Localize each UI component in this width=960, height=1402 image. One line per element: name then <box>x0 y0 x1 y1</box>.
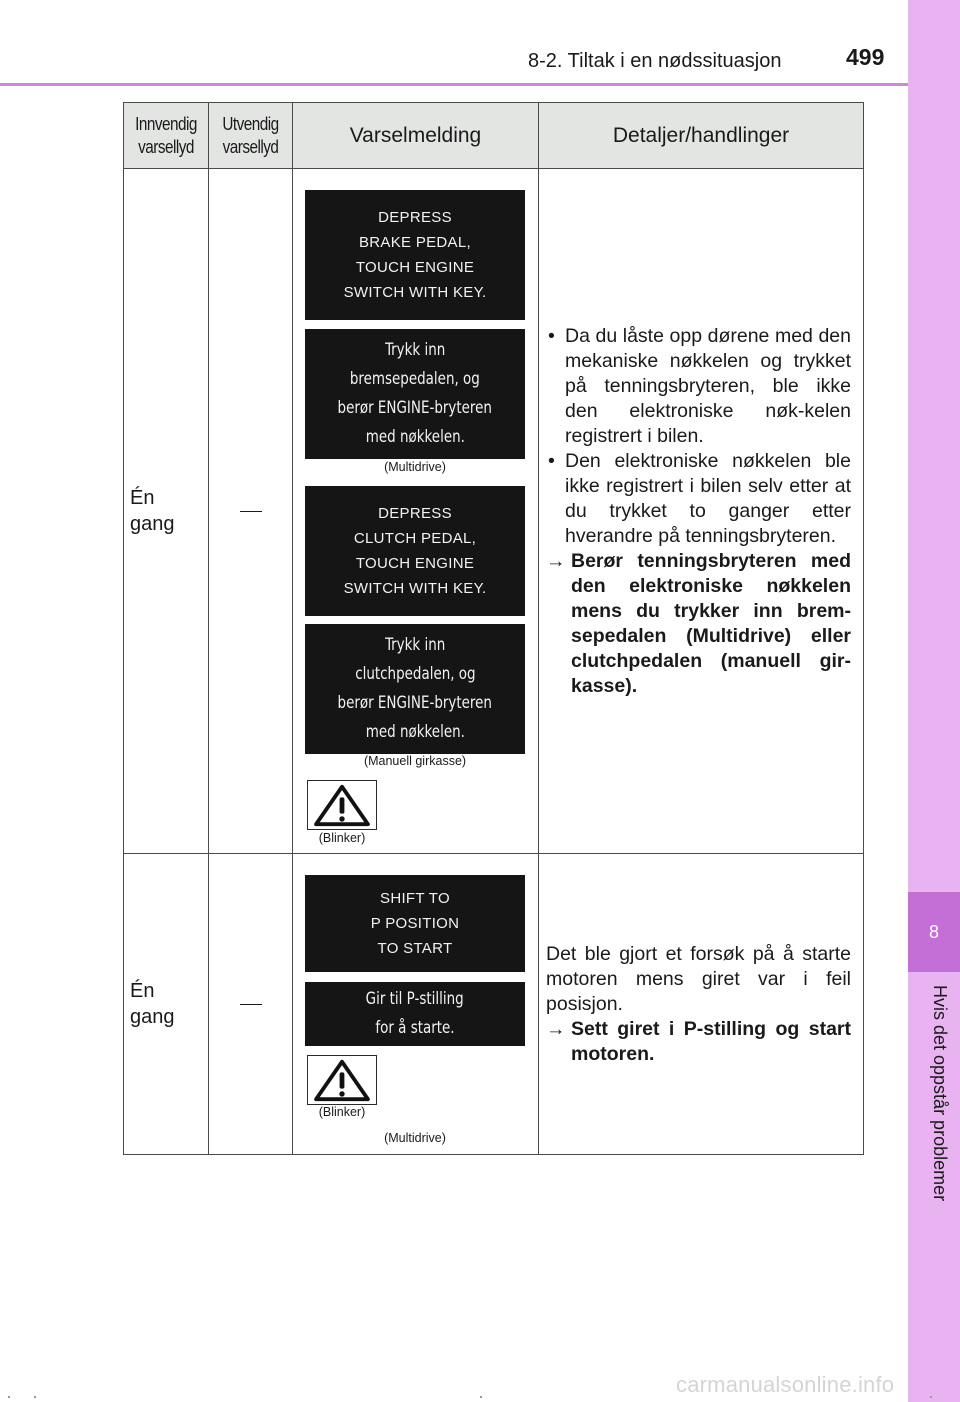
details-bullets <box>546 324 851 549</box>
caption-blinker: (Blinker) <box>318 831 366 845</box>
section-title: 8-2. Tiltak i en nødssituasjon <box>528 50 782 72</box>
outer-sound-cell <box>209 169 293 854</box>
details-cell <box>539 169 864 854</box>
outer-sound-cell <box>209 854 293 1155</box>
display-screen-en-brake: DEPRESS BRAKE PEDAL, TOUCH ENGINE SWITCH WITH KEY. <box>305 190 525 320</box>
display-screen-en-clutch: DEPRESS CLUTCH PEDAL, TOUCH ENGINE SWITCH WITH KEY. <box>305 486 525 616</box>
action-instruction: → Berør tenningsbryteren med den elektroniske nøkkelen mens du trykker inn brem-sepedalen (Multidrive) eller clutchpedalen (manuell gir-kasse). <box>546 549 851 697</box>
caption-multidrive: (Multidrive) <box>384 460 446 474</box>
header-divider <box>0 83 908 86</box>
table-row <box>124 169 864 854</box>
inner-sound-cell: Én gang <box>124 169 209 854</box>
dash-mark <box>240 1004 262 1005</box>
action-instruction: → Sett giret i P-stilling og start motoren. <box>546 1017 851 1065</box>
display-screen-no-clutch: Trykk inn clutchpedalen, og berør ENGINE-bryteren med nøkkelen. <box>305 624 525 754</box>
caption-multidrive: (Multidrive) <box>384 1131 446 1145</box>
header-inner-sound: Innvendig varsellyd <box>124 103 209 169</box>
chapter-label: Hvis det oppstår problemer <box>930 985 950 1202</box>
caption-manual: (Manuell girkasse) <box>363 754 467 768</box>
header-outer-sound: Utvendig varsellyd <box>209 103 293 169</box>
table-row <box>124 854 864 1155</box>
table-header-row <box>124 103 864 169</box>
message-cell <box>293 169 539 854</box>
dash-mark <box>240 511 262 512</box>
header-message: Varselmelding <box>293 103 539 169</box>
list-item: • Den elektroniske nøkkelen ble ikke registrert i bilen selv etter at du trykket to ganger etter hverandre på tenningsbryteren. <box>546 449 851 549</box>
warning-message-table <box>123 102 864 1155</box>
header-details: Detaljer/handlinger <box>539 103 864 169</box>
display-screen-en-shift: SHIFT TO P POSITION TO START <box>305 875 525 972</box>
page-number: 499 <box>846 44 885 70</box>
chapter-number: 8 <box>908 892 960 972</box>
details-cell <box>539 854 864 1155</box>
message-cell <box>293 854 539 1155</box>
arrow-right-icon: → <box>546 1017 566 1040</box>
watermark: carmanualsonline.info <box>676 1372 895 1397</box>
list-item: • Da du låste opp dørene med den mekaniske nøkkelen og trykket på tenningsbryteren, ble ikke den elektroniske nøk-kelen registrert i bilen. <box>546 324 851 449</box>
caption-blinker: (Blinker) <box>318 1105 366 1119</box>
details-text: Det ble gjort et forsøk på å starte motoren mens giret var i feil posisjon. <box>546 942 851 1015</box>
warning-triangle-icon <box>307 1055 377 1105</box>
display-screen-no-shift: Gir til P-stilling for å starte. <box>305 982 525 1046</box>
display-screen-no-brake: Trykk inn bremsepedalen, og berør ENGINE-bryteren med nøkkelen. <box>305 329 525 459</box>
warning-triangle-icon <box>307 780 377 830</box>
inner-sound-cell: Én gang <box>124 854 209 1155</box>
arrow-right-icon: → <box>546 549 566 572</box>
